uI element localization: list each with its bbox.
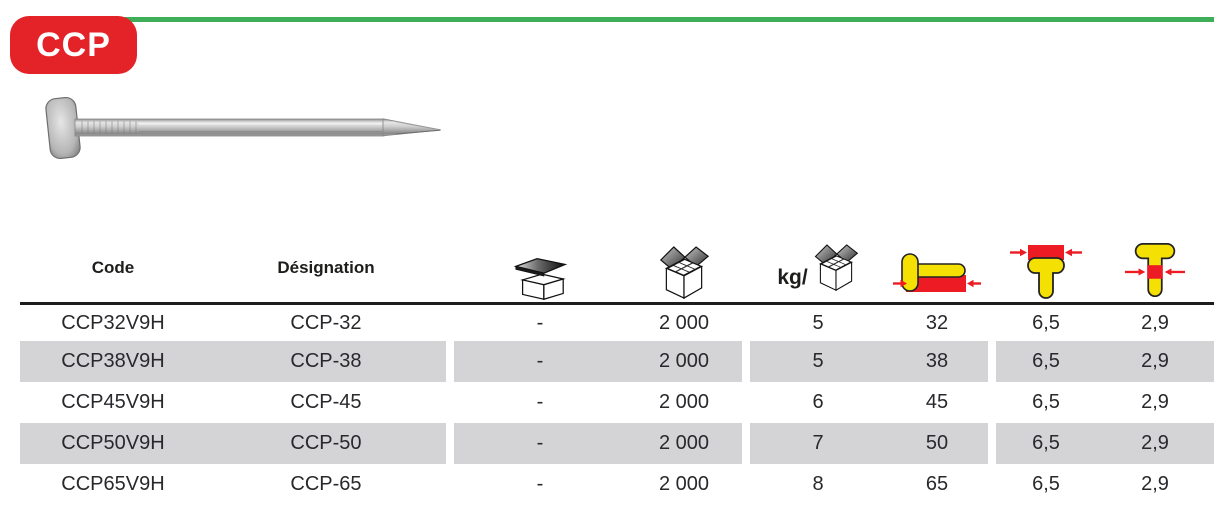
nail-shank-diameter-icon [1123, 240, 1187, 302]
column-header-head-diameter [996, 232, 1096, 308]
nail-photo [44, 94, 442, 168]
cell-designation: CCP-38 [290, 350, 362, 372]
table-row [20, 305, 1214, 341]
kg-label: kg/ [777, 266, 808, 289]
nail-head-diameter-icon [1009, 240, 1083, 302]
cell-code: CCP50V9H [61, 432, 165, 454]
cell-designation: CCP-65 [290, 473, 362, 495]
ccp-badge [10, 16, 137, 74]
cell-length: 65 [925, 473, 949, 495]
cell-code: CCP45V9H [61, 391, 165, 413]
green-rule [124, 17, 1214, 22]
cell-length: 45 [925, 391, 949, 413]
cell-kg-per-carton: 7 [812, 432, 824, 454]
cell-code: CCP32V9H [61, 311, 165, 334]
cell-length: 32 [925, 311, 949, 334]
table-header-row [20, 232, 1214, 302]
cell-kg-per-carton: 6 [812, 391, 824, 413]
cell-kg-per-carton: 5 [812, 311, 824, 334]
cell-inner-box: - [536, 350, 544, 372]
cell-shank-diameter: 2,9 [1141, 473, 1169, 495]
cell-shank-diameter: 2,9 [1141, 391, 1169, 413]
open-carton-icon [658, 244, 710, 302]
cell-carton-qty: 2 000 [658, 311, 710, 334]
cell-code: CCP38V9H [61, 350, 165, 372]
cell-length: 50 [925, 432, 949, 454]
cell-head-diameter: 6,5 [1032, 473, 1060, 495]
cell-designation: CCP-50 [290, 432, 362, 454]
cell-inner-box: - [536, 473, 544, 495]
cell-shank-diameter: 2,9 [1141, 311, 1169, 334]
column-header-inner-box [454, 232, 626, 310]
cell-inner-box: - [536, 432, 544, 454]
cell-carton-qty: 2 000 [658, 350, 710, 372]
cell-code: CCP65V9H [61, 473, 165, 495]
cell-kg-per-carton: 8 [812, 473, 824, 495]
cell-head-diameter: 6,5 [1032, 350, 1060, 372]
cell-length: 38 [925, 350, 949, 372]
cell-shank-diameter: 2,9 [1141, 432, 1169, 454]
column-header-shank-diameter [1096, 232, 1214, 308]
column-header-kg-per-carton [750, 232, 886, 302]
table-row [20, 341, 1214, 382]
cell-head-diameter: 6,5 [1032, 391, 1060, 413]
table-row [20, 423, 1214, 464]
cell-carton-qty: 2 000 [658, 432, 710, 454]
cell-carton-qty: 2 000 [658, 473, 710, 495]
table-row [20, 382, 1214, 423]
column-header-code: Code [91, 258, 135, 277]
cell-head-diameter: 6,5 [1032, 311, 1060, 334]
cell-designation: CCP-32 [290, 311, 362, 334]
cell-kg-per-carton: 5 [812, 350, 824, 372]
cell-shank-diameter: 2,9 [1141, 350, 1169, 372]
table-row [20, 464, 1214, 505]
nail-photo-image [44, 94, 442, 168]
cell-inner-box: - [536, 391, 544, 413]
spec-table [20, 232, 1214, 505]
column-header-length [886, 232, 988, 314]
open-carton-icon [813, 242, 859, 294]
nail-length-icon [893, 248, 981, 302]
column-header-carton [626, 232, 742, 308]
cell-designation: CCP-45 [290, 391, 362, 413]
badge-label: CCP [36, 25, 111, 64]
cell-carton-qty: 2 000 [658, 391, 710, 413]
cell-head-diameter: 6,5 [1032, 432, 1060, 454]
closed-box-icon [511, 254, 569, 302]
cell-inner-box: - [536, 311, 544, 334]
column-header-designation: Désignation [277, 258, 375, 277]
